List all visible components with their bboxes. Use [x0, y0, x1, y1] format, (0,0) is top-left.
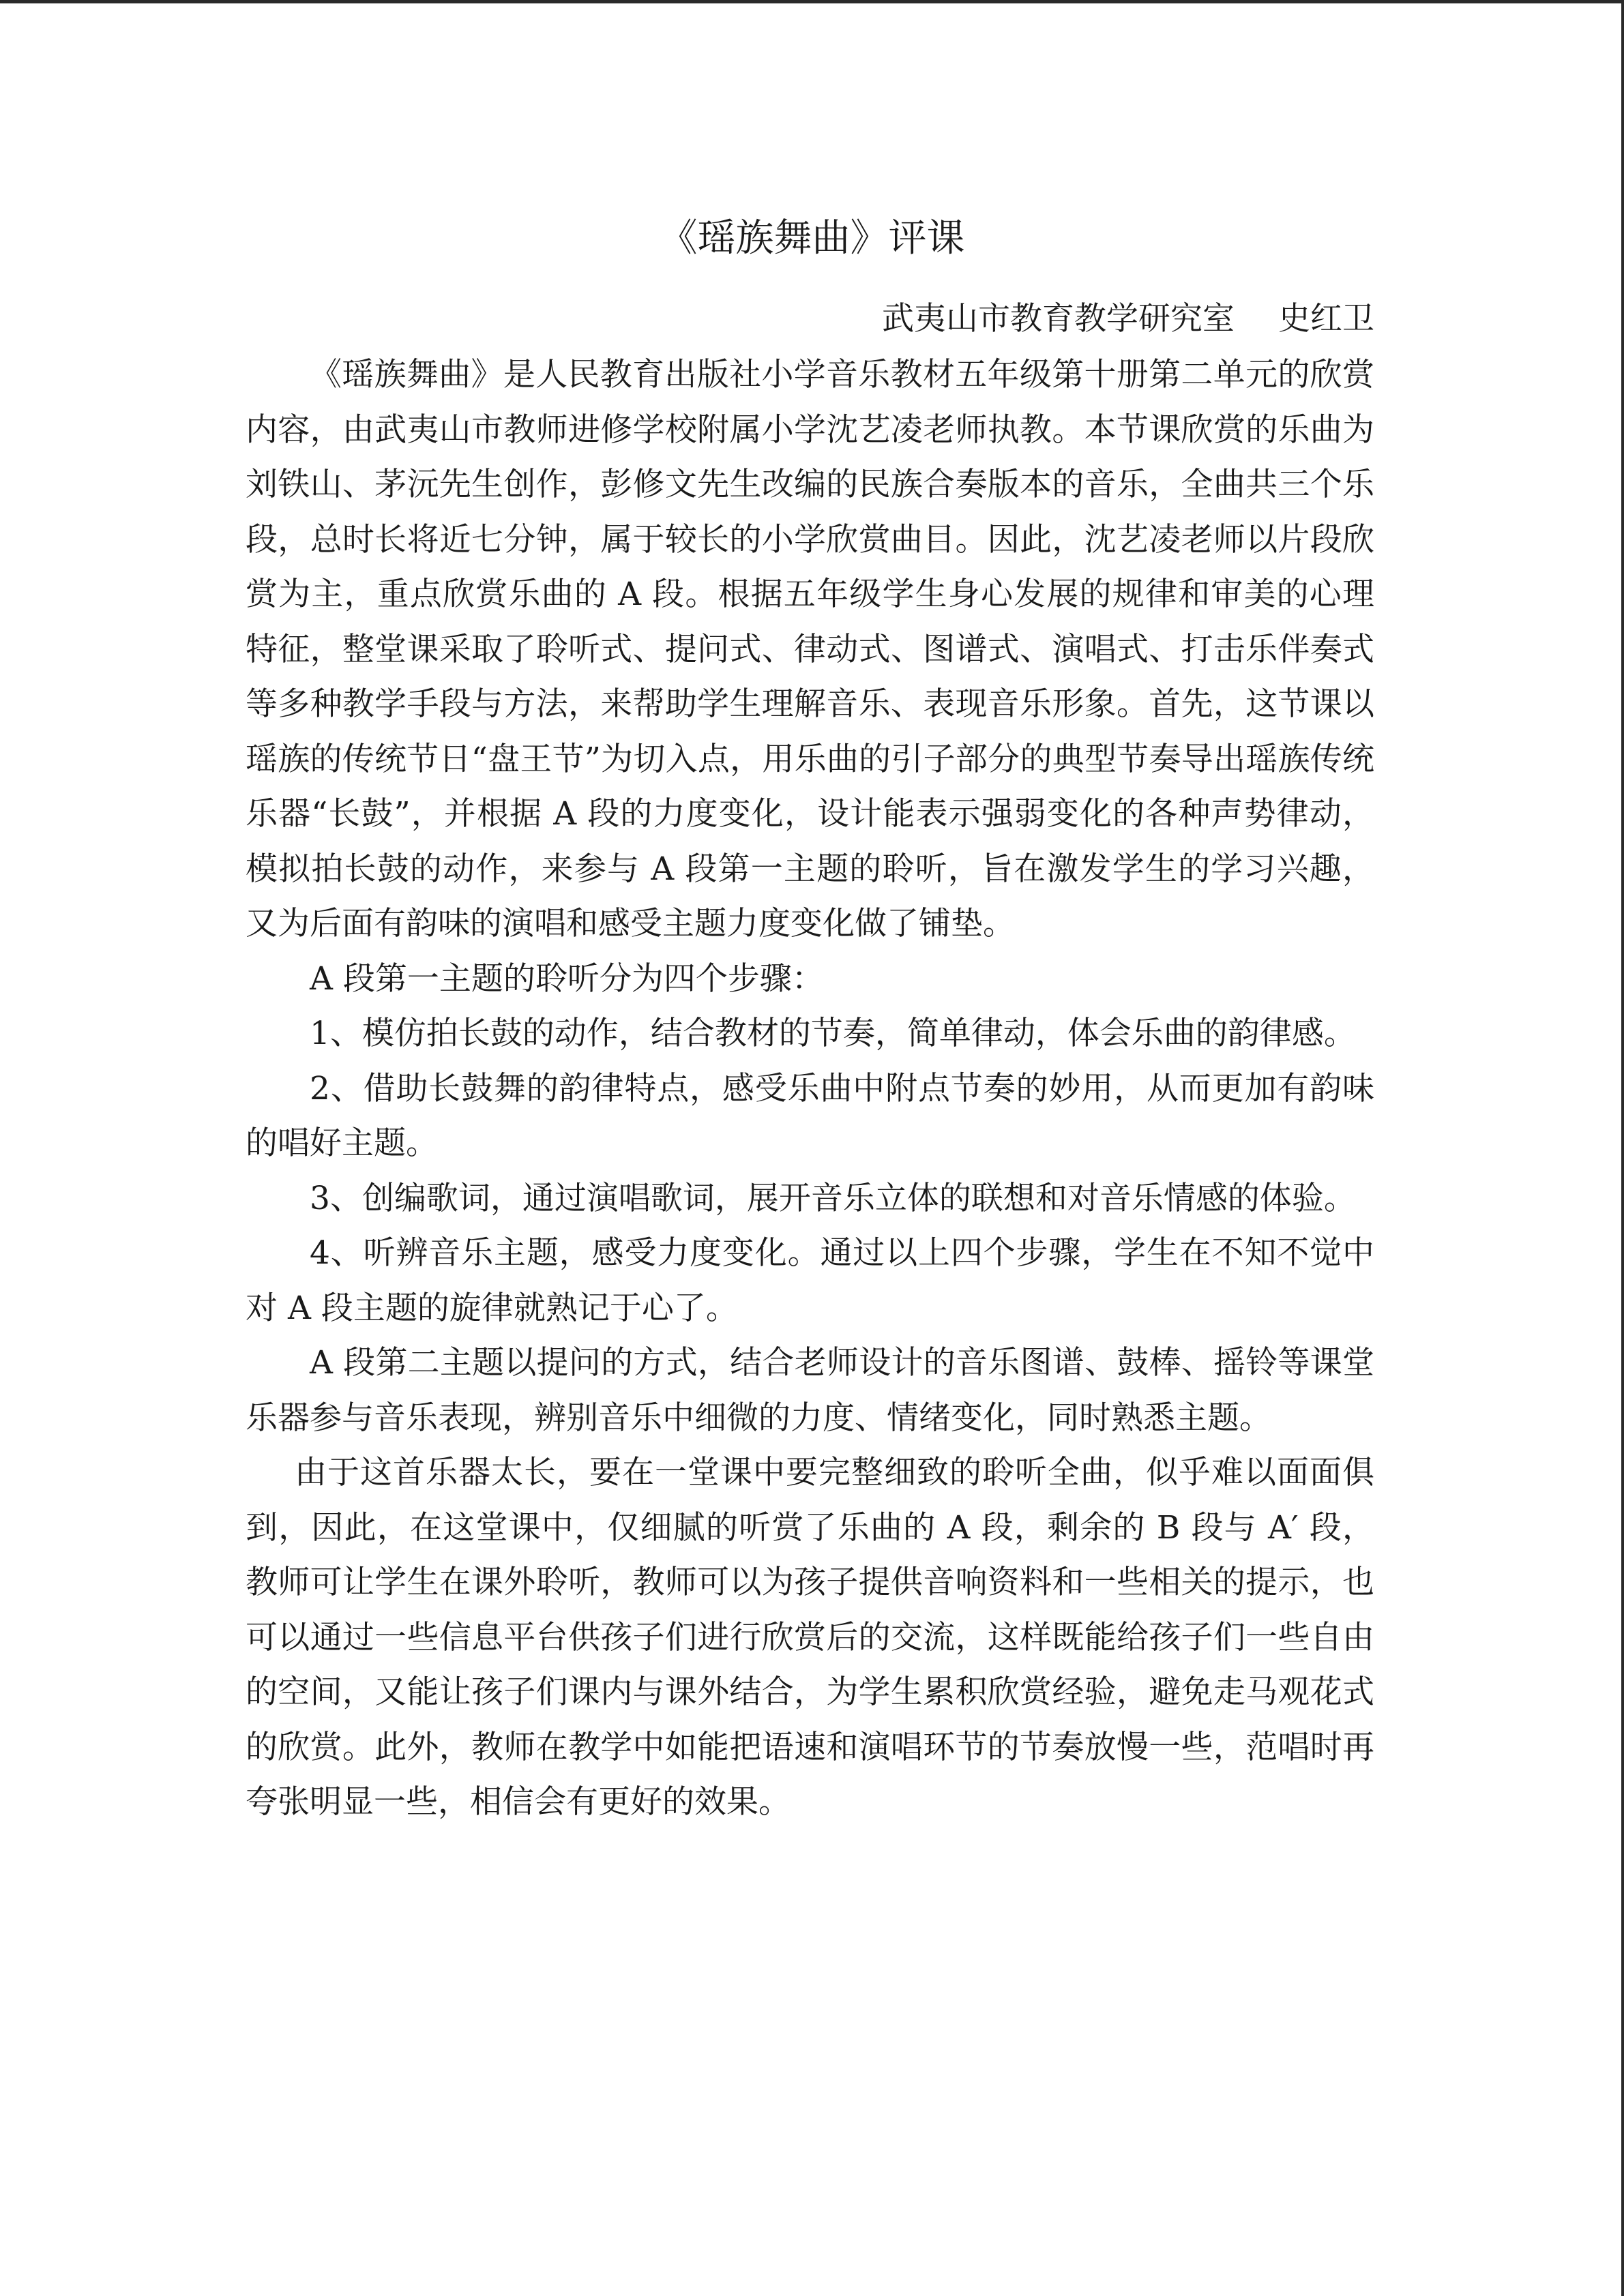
paragraph-steps-heading: A 段第一主题的聆听分为四个步骤：: [310, 959, 824, 998]
author-organization: 武夷山市教育教学研究室: [882, 300, 1235, 338]
document-title: 《瑶族舞曲》评课: [659, 216, 965, 260]
paragraph-step-2: 2、借助长鼓舞的韵律特点，感受乐曲中附点节奏的妙用，从而更加有韵味的唱好主题。: [246, 1069, 1374, 1162]
paragraph-step-4: 4、听辨音乐主题，感受力度变化。通过以上四个步骤，学生在不知不觉中对 A 段主题的旋律就熟记于心了。: [246, 1234, 1374, 1327]
paragraph-second-theme: A 段第二主题以提问的方式，结合老师设计的音乐图谱、鼓棒、摇铃等课堂乐器参与音乐表现，辨别音乐中细微的力度、情绪变化，同时熟悉主题。: [246, 1344, 1374, 1437]
author-line: [246, 292, 1374, 346]
page-top-border: [0, 0, 1624, 3]
paragraph-conclusion: 由于这首乐器太长，要在一堂课中要完整细致的聆听全曲，似乎难以面面俱到，因此，在这堂课中，仅细腻的听赏了乐曲的 A 段，剩余的 B 段与 A′ 段，教师可让学生在课外聆听，教师可以为孩子提供音响资料和一些相关的提示，也可以通过一些信息平台供孩子们进行欣赏后的交流，这样既能给孩子们一些自由的空间，又能让孩子们课内与课外结合，为学生累积欣赏经验，避免走马观花式的欣赏。此外，教师在教学中如能把语速和演唱环节的节奏放慢一些，范唱时再夸张明显一些，相信会有更好的效果。: [246, 1454, 1374, 1821]
document-body: [246, 348, 1374, 1830]
page-right-border: [1621, 0, 1624, 2296]
paragraph-step-3: 3、创编歌词，通过演唱歌词，展开音乐立体的联想和对音乐情感的体验。: [310, 1179, 1356, 1217]
paragraph-intro: 《瑶族舞曲》是人民教育出版社小学音乐教材五年级第十册第二单元的欣赏内容，由武夷山市教师进修学校附属小学沈艺凌老师执教。本节课欣赏的乐曲为刘铁山、茅沅先生创作，彭修文先生改编的民族合奏版本的音乐，全曲共三个乐段，总时长将近七分钟，属于较长的小学欣赏曲目。因此，沈艺凌老师以片段欣赏为主，重点欣赏乐曲的 A 段。根据五年级学生身心发展的规律和审美的心理特征，整堂课采取了聆听式、提问式、律动式、图谱式、演唱式、打击乐伴奏式等多种教学手段与方法，来帮助学生理解音乐、表现音乐形象。首先，这节课以瑶族的传统节日“盘王节”为切入点，用乐曲的引子部分的典型节奏导出瑶族传统乐器“长鼓”，并根据 A 段的力度变化，设计能表示强弱变化的各种声势律动，模拟拍长鼓的动作，来参与 A 段第一主题的聆听，旨在激发学生的学习兴趣，又为后面有韵味的演唱和感受主题力度变化做了铺垫。: [246, 356, 1374, 942]
author-name: 史红卫: [1278, 300, 1374, 338]
paragraph-step-1: 1、模仿拍长鼓的动作，结合教材的节奏，简单律动，体会乐曲的韵律感。: [310, 1015, 1356, 1052]
